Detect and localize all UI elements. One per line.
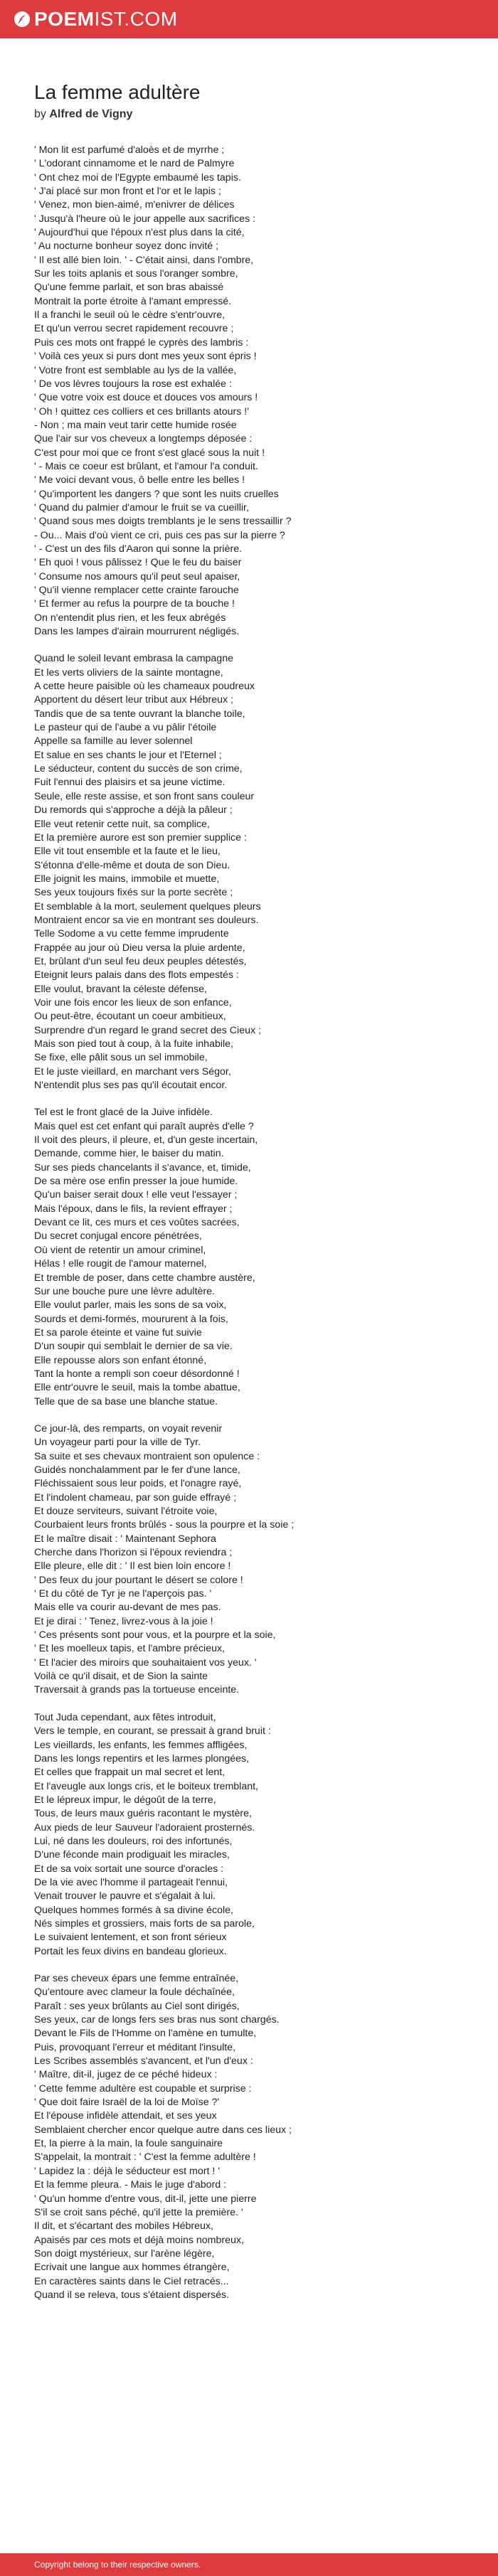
poem-line: Qu'une femme parlait, et son bras abaissé xyxy=(34,282,224,294)
poem-line: ' L'odorant cinnamome et le nard de Palmyre xyxy=(34,158,235,170)
poem-line: Frappée au jour où Dieu versa la pluie ardente, xyxy=(34,942,245,954)
poem-line: ' Votre front est semblable au lys de la vallée, xyxy=(34,364,237,376)
stanza xyxy=(34,652,468,1092)
poem-line: Voir une fois encor les lieux de son enfance, xyxy=(34,996,232,1008)
poem-line: Nés simples et grossiers, mais forts de sa parole, xyxy=(34,1917,255,1930)
poem-line: Paraît : ses yeux brûlants au Ciel sont dirigés, xyxy=(34,2000,240,2012)
poem-line: Mais quel est cet enfant qui paraît auprès d'elle ? xyxy=(34,1120,254,1132)
poem-line: ' Que votre voix est douce et douces vos amours ! xyxy=(34,392,258,404)
poem-line: N'entendit plus ses pas qu'il écoutait encor. xyxy=(34,1080,228,1092)
poem-line: ' Que doit faire Israël de la loi de Moïse ?' xyxy=(34,2097,220,2109)
poem-line: D'une féconde main prodiguait les miracles, xyxy=(34,1849,230,1861)
poem-line: Voilà ce qu'il disait, et de Sion la sainte xyxy=(34,1671,208,1683)
poem-line: Elle voulut, bravant la céleste défense, xyxy=(34,983,207,995)
poem-line: Montrait la porte étroite à l'amant empressé. xyxy=(34,295,232,307)
poem-line: Les Scribes assemblés s'avancent, et l'un d'eux : xyxy=(34,2055,253,2067)
poem-line: ' Ont chez moi de l'Egypte embaumé les tapis. xyxy=(34,171,241,183)
poem-line: Devant ce lit, ces murs et ces voûtes sacrées, xyxy=(34,1217,240,1229)
poem-line: Et le maître disait : ' Maintenant Sephora xyxy=(34,1533,216,1545)
logo-text: POEMIST.COM xyxy=(34,8,178,30)
poem-line: - Non ; ma main veut tarir cette humide rosée xyxy=(34,419,237,431)
poem-line: Aux pieds de leur Sauveur l'adoraient prosternés. xyxy=(34,1821,255,1833)
poem-content xyxy=(0,38,468,2302)
poem-line: S'appelait, la montrait : ' C'est la femme adultère ! xyxy=(34,2151,256,2163)
poem-line: Elle entr'ouvre le seuil, mais la tombe abattue, xyxy=(34,1382,240,1394)
poem-line: Portait les feux divins en bandeau glorieux. xyxy=(34,1945,227,1957)
poem-line: Il a franchi le seuil où le cèdre s'entr'ouvre, xyxy=(34,309,226,321)
poem-line: Tel est le front glacé de la Juive infidèle. xyxy=(34,1107,213,1119)
poem-line: Ecrivait une langue aux hommes étrangère, xyxy=(34,2262,230,2274)
poem-line: Et l'aveugle aux longs cris, et le boiteux tremblant, xyxy=(34,1780,258,1792)
poem-line: ' Maître, dit-il, jugez de ce péché hideux : xyxy=(34,2069,218,2081)
byline xyxy=(34,108,468,121)
poem-line: Les vieillards, les enfants, les femmes affligées, xyxy=(34,1739,248,1751)
by-label: by xyxy=(34,108,46,120)
author-link[interactable]: Alfred de Vigny xyxy=(49,108,133,120)
poem-line: Mais l'époux, dans le fils, la revient effrayer ; xyxy=(34,1203,233,1215)
poem-line: Demande, comme hier, le baiser du matin. xyxy=(34,1148,224,1160)
poem-line: Et l'indolent chameau, par son guide effrayé ; xyxy=(34,1491,237,1503)
poem-line: Et semblable à la mort, seulement quelques pleurs xyxy=(34,900,261,912)
poem-line: Appelle sa famille au lever solennel xyxy=(34,735,193,747)
poem-line: Et salue en ses chants le jour et l'Eternel ; xyxy=(34,749,222,761)
stanza xyxy=(34,1972,468,2302)
poem-line: ' Jusqu'à l'heure où le jour appelle aux sacrifices : xyxy=(34,213,255,225)
poem-line: Quand le soleil levant embrasa la campagne xyxy=(34,653,233,665)
poem-line: C'est pour moi que ce front s'est glacé sous la nuit ! xyxy=(34,447,265,459)
poem-line: Lui, né dans les douleurs, roi des infortunés, xyxy=(34,1835,233,1847)
poem-line: Que l'air sur vos cheveux a longtemps déposée : xyxy=(34,433,253,445)
poem-line: De sa mère ose enfin presser la joue humide. xyxy=(34,1176,238,1188)
poem-line: Et douze serviteurs, suivant l'étroite voie, xyxy=(34,1506,218,1517)
poem-line: Telle que de sa base une blanche statue. xyxy=(34,1395,218,1407)
site-logo[interactable] xyxy=(14,8,178,31)
poem-line: Ses yeux, car de longs fers ses bras nus sont chargés. xyxy=(34,2014,280,2026)
poem-line: Sur une bouche pure une lèvre adultère. xyxy=(34,1285,215,1297)
poem-line: ' Venez, mon bien-aimé, m'enivrer de délices xyxy=(34,199,235,211)
poem-line: Le suivaient lentement, et son front sérieux xyxy=(34,1932,227,1944)
poem-line: ' Qu'il vienne remplacer cette crainte farouche xyxy=(34,585,239,596)
poem-line: En caractères saints dans le Ciel retracés... xyxy=(34,2275,229,2287)
poem-line: ' - Mais ce coeur est brûlant, et l'amour l'a conduit. xyxy=(34,460,258,472)
poem-line: Tandis que de sa tente ouvrant la blanche toile, xyxy=(34,708,245,720)
poem-line: Elle vit tout ensemble et la faute et le lieu, xyxy=(34,846,221,858)
poem-line: Elle joignit les mains, immobile et muette, xyxy=(34,873,220,885)
poem-line: Où vient de retentir un amour criminel, xyxy=(34,1244,206,1256)
poem-line: Mais son pied tout à coup, à la fuite inhabile, xyxy=(34,1038,233,1050)
stanza xyxy=(34,144,468,639)
poem-line: Montraient encor sa vie en montrant ses douleurs. xyxy=(34,914,259,926)
poem-line: ' Oh ! quittez ces colliers et ces brillants atours !' xyxy=(34,405,249,417)
poem-line: ' Des feux du jour pourtant le désert se colore ! xyxy=(34,1574,243,1586)
poem-line: Ou peut-être, écoutant un coeur ambitieux, xyxy=(34,1011,226,1023)
poem-line: Quand il se releva, tous s'étaient dispersés. xyxy=(34,2289,229,2301)
poem-line: ' - C'est un des fils d'Aaron qui sonne la prière. xyxy=(34,543,243,555)
poem-line: ' Il est allé bien loin. ' - C'était ainsi, dans l'ombre, xyxy=(34,254,254,266)
poem-line: Elle pleure, elle dit : ' Il est bien loin encore ! xyxy=(34,1560,231,1572)
poem-line: ' Quand du palmier d'amour le fruit se va cueillir, xyxy=(34,501,249,513)
poem-line: Par ses cheveux épars une femme entraînée, xyxy=(34,1973,239,1984)
poem-line: Le séducteur, content du succès de son crime, xyxy=(34,763,243,775)
poem-line: ' Mon lit est parfumé d'aloès et de myrrhe ; xyxy=(34,144,225,156)
poem-line: Qu'entoure avec clameur la foule déchaînée, xyxy=(34,1986,235,1998)
poem-line: Guidés nonchalamment par le fer d'une lance, xyxy=(34,1464,240,1476)
poem-line: Apportent du désert leur tribut aux Hébreux ; xyxy=(34,694,233,706)
poem-line: Et celles que frappait un mal secret et lent, xyxy=(34,1767,226,1779)
footer xyxy=(0,2553,498,2576)
poem-line: ' Cette femme adultère est coupable et surprise : xyxy=(34,2082,252,2095)
poem-line: Un voyageur parti pour la ville de Tyr. xyxy=(34,1437,201,1449)
poem-line: Et, la pierre à la main, la foule sanguinaire xyxy=(34,2138,223,2150)
poem-line: ' Qu'un homme d'entre vous, dit-il, jette une pierre xyxy=(34,2193,257,2205)
poem-line: Devant le Fils de l'Homme on l'amène en tumulte, xyxy=(34,2028,257,2040)
poem-line: Fléchissaient sous leur poids, et l'onagre rayé, xyxy=(34,1478,242,1490)
poem-line: Eteignit leurs palais dans des flots empestés : xyxy=(34,969,239,981)
poem-line: Tant la honte a rempli son coeur désordonné ! xyxy=(34,1368,240,1380)
poem-line: Sa suite et ses chevaux montraient son opulence : xyxy=(34,1450,260,1462)
poem-line: ' Quand sous mes doigts tremblants je le sens tressaillir ? xyxy=(34,516,292,528)
poem-line: S'il se croit sans péché, qu'il jette la première. ' xyxy=(34,2206,243,2218)
poem-line: Et le lépreux impur, le dégoût de la terre, xyxy=(34,1794,216,1806)
poem-line: Et qu'un verrou secret rapidement recouvre ; xyxy=(34,323,234,335)
poem-line: Apaisés par ces mots et déjà moins nombreux, xyxy=(34,2234,244,2246)
poem-line: ' Et du côté de Tyr je ne l'aperçois pas. ' xyxy=(34,1588,212,1600)
poem-line: S'étonna d'elle-même et douta de son Dieu. xyxy=(34,859,231,871)
poem-line: Et tremble de poser, dans cette chambre austère, xyxy=(34,1272,255,1284)
poem-line: - Ou... Mais d'où vient ce cri, puis ces pas sur la pierre ? xyxy=(34,529,285,541)
poem-line: Et sa parole éteinte et vaine fut suivie xyxy=(34,1326,202,1338)
poem-line: ' Aujourd'hui que l'époux n'est plus dans la cité, xyxy=(34,227,245,239)
poem-line: Vers le temple, en courant, se pressait à grand bruit : xyxy=(34,1725,271,1737)
poem-line: Sur ses pieds chancelants il s'avance, et, timide, xyxy=(34,1161,251,1173)
poem-line: Et le juste vieillard, en marchant vers Ségor, xyxy=(34,1065,231,1077)
poem-line: Et la femme pleura. - Mais le juge d'abord : xyxy=(34,2179,227,2191)
poem-line: ' De vos lèvres toujours la rose est exhalée : xyxy=(34,378,232,390)
poem-line: Semblaient chercher encor quelque autre dans ces lieux ; xyxy=(34,2124,292,2136)
poem-line: Et je dirai : ' Tenez, livrez-vous à la joie ! xyxy=(34,1615,213,1627)
poem-line: Sourds et demi-formés, moururent à la fois, xyxy=(34,1313,228,1325)
poem-line: Dans les lampes d'airain mourrurent négligés. xyxy=(34,626,240,638)
poem-line: Courbaient leurs fronts brûlés - sous la pourpre et la soie ; xyxy=(34,1519,295,1531)
poem-line: Puis ces mots ont frappé le cyprès des lambris : xyxy=(34,336,249,348)
poem-line: Du remords qui s'approche a déjà la pâleur ; xyxy=(34,804,233,816)
stanza xyxy=(34,1422,468,1698)
poem-title: La femme adultère xyxy=(34,81,201,103)
poem-line: Et les verts oliviers de la sainte montagne, xyxy=(34,666,223,678)
poem-line: ' Voilà ces yeux si purs dont mes yeux sont épris ! xyxy=(34,351,257,363)
poem-line: Sur les toits aplanis et sous l'oranger sombre, xyxy=(34,268,238,280)
poem-line: ' Ces présents sont pour vous, et la pourpre et la soie, xyxy=(34,1629,276,1641)
quill-icon xyxy=(14,11,30,27)
poem-line: Son doigt mystérieux, sur l'arène légère, xyxy=(34,2247,215,2260)
poem-line: Telle Sodome a vu cette femme imprudente xyxy=(34,928,229,940)
poem-line: Cherche dans l'horizon si l'époux reviendra ; xyxy=(34,1547,233,1559)
stanza xyxy=(34,1711,468,1959)
poem-line: ' Consume nos amours qu'il peut seul apaiser, xyxy=(34,570,240,582)
poem-line: Surprendre d'un regard le grand secret des Cieux ; xyxy=(34,1024,261,1036)
poem-line: Hélas ! elle rougit de l'amour maternel, xyxy=(34,1258,207,1270)
poem-line: Seule, elle reste assise, et son front sans couleur xyxy=(34,790,255,802)
poem-line: Elle veut retenir cette nuit, sa complice, xyxy=(34,818,210,830)
poem-line: Ce jour-là, des remparts, on voyait revenir xyxy=(34,1422,223,1435)
poem-line: Venait trouver le pauvre et s'égalait à lui. xyxy=(34,1890,216,1902)
poem-line: Tous, de leurs maux guéris racontant le mystère, xyxy=(34,1808,252,1820)
copyright-text: Copyright belong to their respective owners. xyxy=(34,2560,201,2570)
poem-line: Quelques hommes formés à sa divine école, xyxy=(34,1904,233,1916)
poem-line: Il dit, et s'écartant des mobiles Hébreux, xyxy=(34,2220,213,2232)
poem-line: Qu'un baiser serait doux ! elle veut l'essayer ; xyxy=(34,1189,238,1201)
poem-line: Tout Juda cependant, aux fêtes introduit, xyxy=(34,1711,216,1723)
poem-line: ' Au nocturne bonheur soyez donc invité ; xyxy=(34,240,219,252)
poem-line: D'un soupir qui semblait le dernier de sa vie. xyxy=(34,1341,233,1353)
poem-line: Et l'épouse infidèle attendait, et ses yeux xyxy=(34,2110,217,2122)
poem-line: Fuit l'ennui des plaisirs et sa jeune victime. xyxy=(34,777,226,789)
poem-line: Et la première aurore est son premier supplice : xyxy=(34,831,247,843)
poem-line: ' Lapidez la : déjà le séducteur est mort ! ' xyxy=(34,2165,220,2177)
poem-line: ' Et fermer au refus la pourpre de ta bouche ! xyxy=(34,598,235,610)
poem-line: Elle voulut parler, mais les sons de sa voix, xyxy=(34,1299,227,1311)
poem-line: Ses yeux toujours fixés sur la porte secrète ; xyxy=(34,887,233,899)
poem-line: ' Eh quoi ! vous pâlissez ! Que le feu du baiser xyxy=(34,557,242,569)
poem-line: ' Qu'importent les dangers ? que sont les nuits cruelles xyxy=(34,488,279,500)
poem-body xyxy=(34,144,468,2302)
stanza xyxy=(34,1106,468,1409)
poem-line: ' Et les moelleux tapis, et l'ambre précieux, xyxy=(34,1643,226,1655)
poem-line: Elle repousse alors son enfant étonné, xyxy=(34,1354,207,1366)
top-bar xyxy=(0,0,498,38)
poem-line: Puis, provoquant l'erreur et méditant l'insulte, xyxy=(34,2041,236,2053)
poem-line: A cette heure paisible où les chameaux poudreux xyxy=(34,681,255,693)
poem-line: Le pasteur qui de l'aube a vu pâlir l'étoile xyxy=(34,722,217,734)
poem-line: ' J'ai placé sur mon front et l'or et le lapis ; xyxy=(34,186,221,198)
poem-line: Traversait à grands pas la tortueuse enceinte. xyxy=(34,1684,240,1696)
poem-line: Il voit des pleurs, il pleure, et, d'un geste incertain, xyxy=(34,1134,258,1146)
poem-line: ' Me voici devant vous, ô belle entre les belles ! xyxy=(34,474,245,486)
poem-line: Et de sa voix sortait une source d'oracles : xyxy=(34,1863,224,1875)
poem-line: On n'entendit plus rien, et les feux abrégés xyxy=(34,612,226,624)
poem-line: Et, brûlant d'un seul feu deux peuples détestés, xyxy=(34,955,247,967)
poem-line: Dans les longs repentirs et les larmes plongées, xyxy=(34,1752,250,1765)
poem-line: Mais elle va courir au-devant de mes pas. xyxy=(34,1602,221,1614)
poem-line: De la vie avec l'homme il partageait l'ennui, xyxy=(34,1876,228,1888)
poem-line: ' Et l'acier des miroirs que souhaitaient vos yeux. ' xyxy=(34,1656,257,1668)
poem-line: Du secret conjugal encore pénétrées, xyxy=(34,1230,202,1242)
poem-line: Se fixe, elle pâlit sous un sel immobile, xyxy=(34,1052,208,1064)
